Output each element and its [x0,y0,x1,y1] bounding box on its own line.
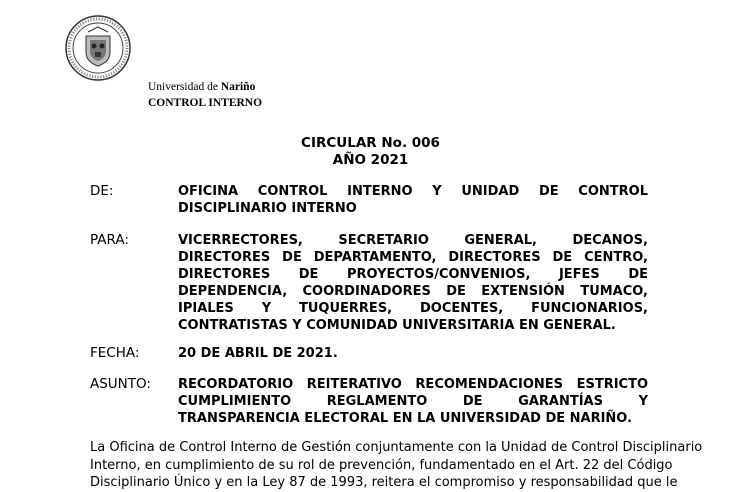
de-label: DE: [90,183,114,199]
fecha-label: FECHA: [90,345,140,361]
university-line [148,79,262,95]
para-label: PARA: [90,232,129,248]
para-value: VICERRECTORES, SECRETARIO GENERAL, DECANOS, DIRECTORES DE DEPARTAMENTO, DIRECTORES DE CENTRO, DIRECTORES DE PROYECTOS/CONVENIOS, JEFES DE DEPENDENCIA, COORDINADORES DE EXTENSIÓN TUMACO, IPIALES Y TUQUERRES, DOCENTES, FUNCIONARIOS, CONTRATISTAS Y COMUNIDAD UNIVERSITARIA EN GENERAL. [178,233,648,333]
body-paragraph [90,439,703,492]
institution-header [148,79,262,111]
fecha-value: 20 DE ABRIL DE 2021. [178,346,338,361]
body-line-2: Interno, en cumplimiento de su rol de prevención, fundamentado en el Art. 22 del Código [90,457,673,473]
university-prefix: Universidad de [148,81,221,93]
university-seal [64,14,132,82]
university-name: Nariño [220,81,256,93]
de-value: OFICINA CONTROL INTERNO Y UNIDAD DE CONTROL DISCIPLINARIO INTERNO [178,184,648,216]
office-name: CONTROL INTERNO [148,97,263,109]
asunto-label: ASUNTO: [90,376,151,392]
circular-year: AÑO 2021 [332,152,409,168]
asunto-value: RECORDATORIO REITERATIVO RECOMENDACIONES ESTRICTO CUMPLIMIENTO REGLAMENTO DE GARANTÍAS Y TRANSPARENCIA ELECTORAL EN LA UNIVERSIDAD DE NARIÑO. [178,377,648,426]
body-line-3: Disciplinario Único y en la Ley 87 de 1993, reitera el compromiso y responsabilidad que le [90,475,678,490]
body-line-1: La Oficina de Control Interno de Gestión conjuntamente con la Unidad de Control Disciplinario [90,440,703,455]
circular-number: CIRCULAR No. 006 [301,135,440,151]
